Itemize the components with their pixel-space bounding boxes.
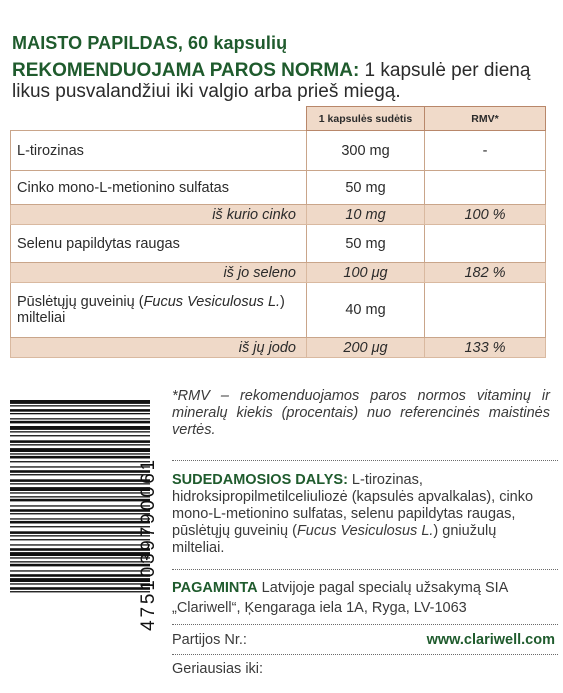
product-title: MAISTO PAPILDAS, 60 kapsulių (12, 33, 288, 53)
ingredient-amount: 40 mg (307, 283, 425, 338)
divider (172, 624, 558, 625)
dose-text: 1 kapsulė per dieną likus pusvalandžiui iki valgio arba prieš miegą. (12, 60, 531, 102)
ingredients-text: SUDEDAMOSIOS DALYS: L-tirozinas, hidroksipropilmetilceliuliozė (kapsulės apvalkalas), cinko mono-L-metionino sulfatas, selenu papildytas raugas, pūslėtųjų guveinių (Fucus Vesiculosus L.) gniužulų milteliai. (172, 472, 534, 556)
best-before-label: Geriausias iki: (172, 661, 264, 677)
ingredient-rmv: - (425, 131, 546, 171)
barcode (10, 398, 150, 690)
table-row (11, 131, 546, 171)
batch-number-label: Partijos Nr.: (172, 632, 247, 648)
ingredient-rmv: 182 % (425, 263, 546, 283)
ingredient-rmv (425, 283, 546, 338)
ingredient-amount: 200 μg (307, 338, 425, 358)
ingredient-name: Pūslėtųjų guveinių (Fucus Vesiculosus L.) milteliai (11, 283, 307, 338)
ingredient-rmv (425, 171, 546, 205)
table-header-row (11, 107, 546, 131)
website-link[interactable]: www.clariwell.com (426, 632, 555, 648)
table-row (11, 283, 546, 338)
table-subrow (11, 263, 546, 283)
ingredient-rmv: 100 % (425, 205, 546, 225)
dose-label: REKOMENDUOJAMA PAROS NORMA: (12, 60, 360, 81)
ingredient-name: Cinko mono-L-metionino sulfatas (11, 171, 307, 205)
table-row (11, 171, 546, 205)
col-rmv-header: RMV* (425, 107, 546, 131)
ingredient-name: L-tirozinas (11, 131, 307, 171)
ingredient-amount: 300 mg (307, 131, 425, 171)
ingredient-amount: 50 mg (307, 225, 425, 263)
ingredient-amount: 100 μg (307, 263, 425, 283)
table-subrow (11, 338, 546, 358)
ingredient-amount: 10 mg (307, 205, 425, 225)
table-subrow (11, 205, 546, 225)
manufacturer-label: PAGAMINTA (172, 580, 258, 596)
ingredient-rmv (425, 225, 546, 263)
ingredient-amount: 50 mg (307, 171, 425, 205)
table-row (11, 225, 546, 263)
ingredients-label: SUDEDAMOSIOS DALYS: (172, 472, 348, 488)
col-composition-header: 1 kapsulės sudėtis (307, 107, 425, 131)
ingredient-rmv: 133 % (425, 338, 546, 358)
divider (172, 460, 558, 461)
rmv-footnote: *RMV – rekomenduojamos paros normos vitaminų ir mineralų kiekis (procentais) nuo referencinės maistinės vertės. (172, 388, 550, 438)
nutrition-table (10, 106, 546, 358)
ingredient-name: iš jų jodo (11, 338, 307, 358)
manufacturer-text: PAGAMINTA Latvijoje pagal specialų užsakymą SIA „Clariwell“, Ķengaraga iela 1A, Ryga, LV-1063 (172, 580, 508, 616)
ingredient-name: Selenu papildytas raugas (11, 225, 307, 263)
ingredient-name: iš kurio cinko (11, 205, 307, 225)
divider (172, 569, 558, 570)
barcode-digits: 4751039790061 (138, 457, 159, 631)
recommended-dose (12, 60, 557, 102)
divider (172, 654, 558, 655)
ingredient-name: iš jo seleno (11, 263, 307, 283)
